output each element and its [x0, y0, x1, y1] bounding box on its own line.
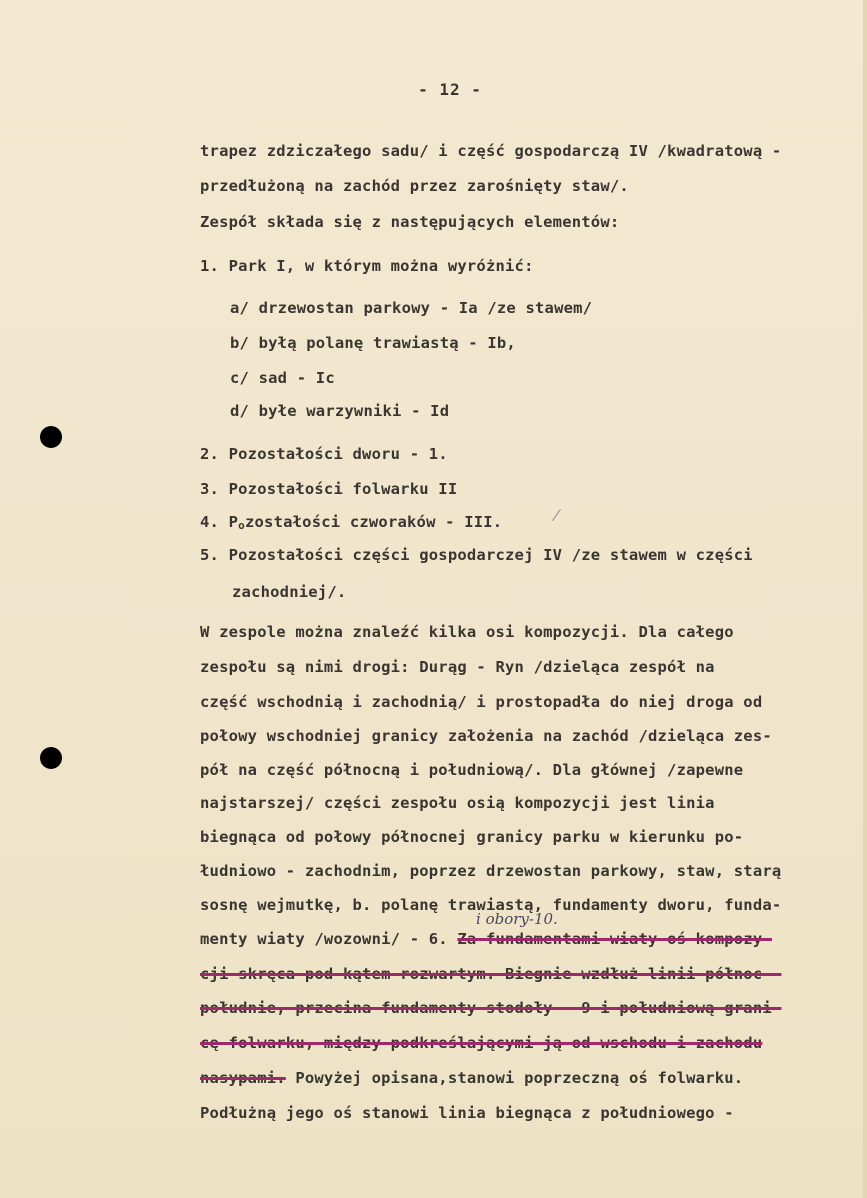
struck-word: nasypami. [200, 1069, 286, 1087]
punch-hole-bottom [40, 747, 62, 769]
paragraph-line-4: połowy wschodniej granicy założenia na zachód /dzieląca zes- [200, 727, 772, 745]
paragraph-line-9: sosnę wejmutkę, b. polanę trawiastą, fundamenty dworu, funda- [200, 896, 782, 914]
struck-line-1: cji skręca pod kątem rozwartym. Biegnie wzdłuż linii północ - [200, 965, 782, 983]
page-edge [863, 0, 867, 1198]
handwritten-insertion: i obory-10. [476, 910, 558, 928]
sub-item-c: c/ sad - Ic [230, 369, 335, 387]
list-item-3: 3. Pozostałości folwarku II [200, 480, 458, 498]
paragraph-line-15: Podłużną jego oś stanowi linia biegnąca z południowego - [200, 1104, 734, 1122]
item4-prefix: 4. P [200, 513, 239, 531]
list-item-1: 1. Park I, w którym można wyróżnić: [200, 257, 534, 275]
list-item-4 [200, 512, 502, 536]
struck-line-2: południe, przecina fundamenty stodoły - 9 i południową grani- [200, 999, 782, 1017]
struck-text: Za fundamentami wiaty oś kompozy- [457, 930, 772, 948]
line-plain-text: menty wiaty /wozowni/ - 6. [200, 930, 448, 948]
sub-item-b: b/ byłą polanę trawiastą - Ib, [230, 334, 516, 352]
struck-line-3: cę folwarku, między podkreślającymi ją od wschodu i zachodu [200, 1034, 763, 1052]
pencil-tick-mark [552, 509, 561, 521]
paragraph-line-10 [200, 929, 772, 949]
paragraph-line-7: biegnąca od połowy północnej granicy parku w kierunku po- [200, 828, 744, 846]
text-line-1: trapez zdziczałego sadu/ i część gospodarczą IV /kwadratową - [200, 142, 782, 160]
list-item-5: 5. Pozostałości części gospodarczej IV /ze stawem w części [200, 546, 753, 564]
paragraph-line-3: część wschodnią i zachodnią/ i prostopadła do niej droga od [200, 693, 763, 711]
paragraph-line-5: pół na część północną i południową/. Dla głównej /zapewne [200, 761, 744, 779]
list-item-5-cont: zachodniej/. [232, 583, 347, 601]
paragraph-line-14 [200, 1068, 743, 1088]
line-plain-text-2: Powyżej opisana,stanowi poprzeczną oś folwarku. [285, 1069, 744, 1087]
text-line-3: Zespół składa się z następujących elementów: [200, 213, 620, 231]
sub-item-d: d/ byłe warzywniki - Id [230, 402, 450, 420]
item4-rest: zostałości czworaków - III. [244, 513, 503, 531]
item4-subscript: o [238, 519, 245, 532]
text-line-2: przedłużoną na zachód przez zarośnięty staw/. [200, 177, 629, 195]
paragraph-line-6: najstarszej/ części zespołu osią kompozycji jest linia [200, 794, 715, 812]
page-number: - 12 - [418, 80, 482, 99]
punch-hole-top [40, 426, 62, 448]
list-item-2: 2. Pozostałości dworu - 1. [200, 445, 448, 463]
paragraph-line-2: zespołu są nimi drogi: Durąg - Ryn /dzieląca zespół na [200, 658, 715, 676]
paragraph-line-8: łudniowo - zachodnim, poprzez drzewostan parkowy, staw, starą [200, 862, 782, 880]
sub-item-a: a/ drzewostan parkowy - Ia /ze stawem/ [230, 299, 593, 317]
paragraph-line-1: W zespole można znaleźć kilka osi kompozycji. Dla całego [200, 623, 734, 641]
